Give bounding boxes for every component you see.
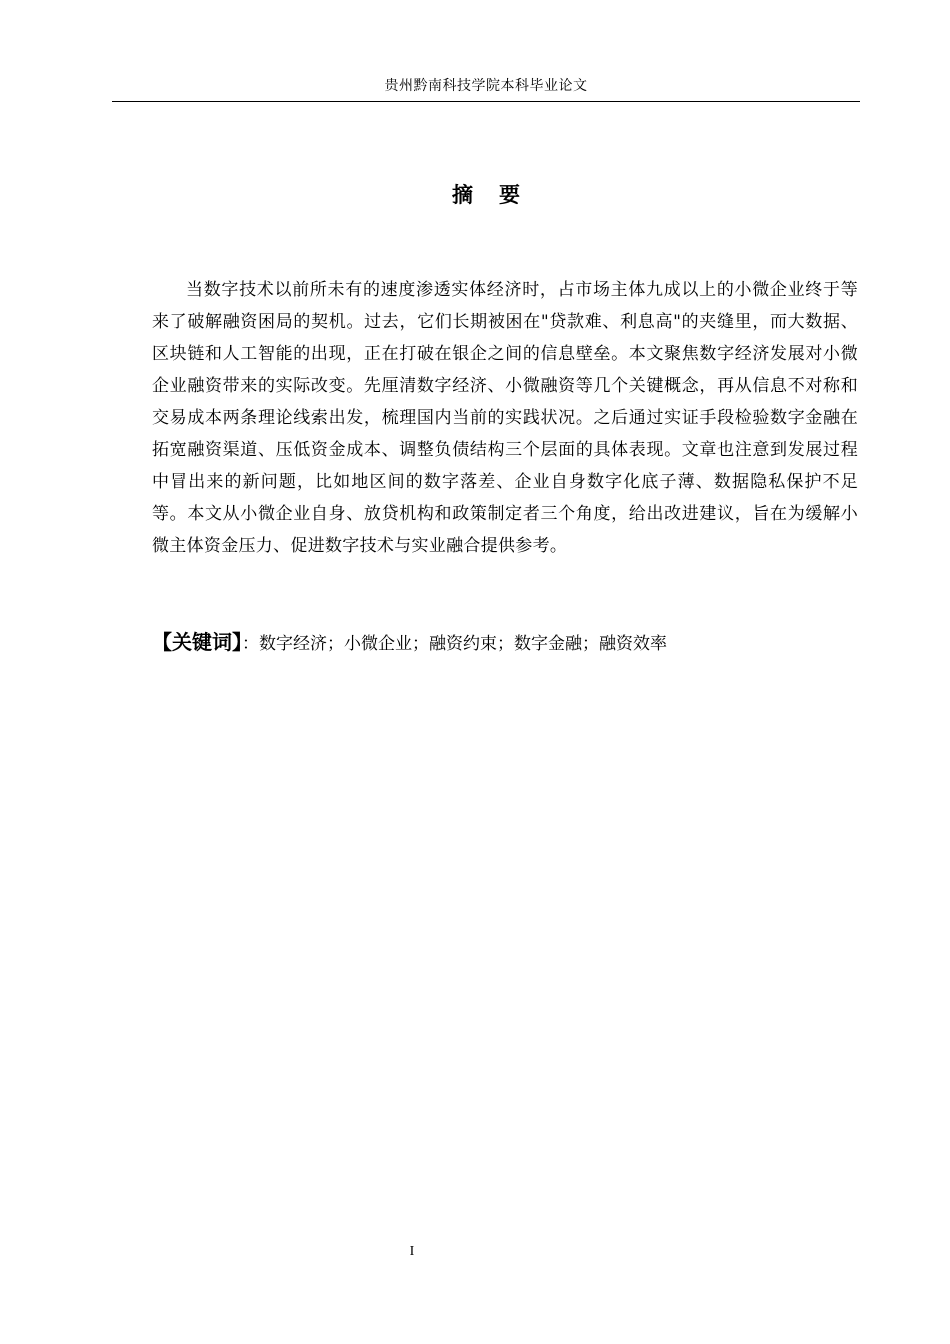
keywords-list: 数字经济；小微企业；融资约束；数字金融；融资效率 — [259, 634, 667, 654]
abstract-body: 当数字技术以前所未有的速度渗透实体经济时，占市场主体九成以上的小微企业终于等来了破解融资困局的契机。过去，它们长期被困在"贷款难、利息高"的夹缝里，而大数据、区块链和人工智能的出现，正在打破在银企之间的信息壁垒。本文聚焦数字经济发展对小微企业融资带来的实际改变。先厘清数字经济、小微融资等几个关键概念，再从信息不对称和交易成本两条理论线索出发，梳理国内当前的实践状况。之后通过实证手段检验数字金融在拓宽融资渠道、压低资金成本、调整负债结构三个层面的具体表现。文章也注意到发展过程中冒出来的新问题，比如地区间的数字落差、企业自身数字化底子薄、数据隐私保护不足等。本文从小微企业自身、放贷机构和政策制定者三个角度，给出改进建议，旨在为缓解小微主体资金压力、促进数字技术与实业融合提供参考。 — [152, 280, 858, 556]
keywords-line — [152, 626, 858, 660]
keywords-label: 【关键词】 — [152, 630, 242, 654]
header-rule — [112, 101, 860, 102]
running-header: 贵州黔南科技学院本科毕业论文 — [384, 78, 588, 94]
page-number: I — [409, 1244, 415, 1259]
abstract-heading: 摘要 — [452, 183, 546, 207]
keywords-separator: ： — [242, 634, 259, 654]
